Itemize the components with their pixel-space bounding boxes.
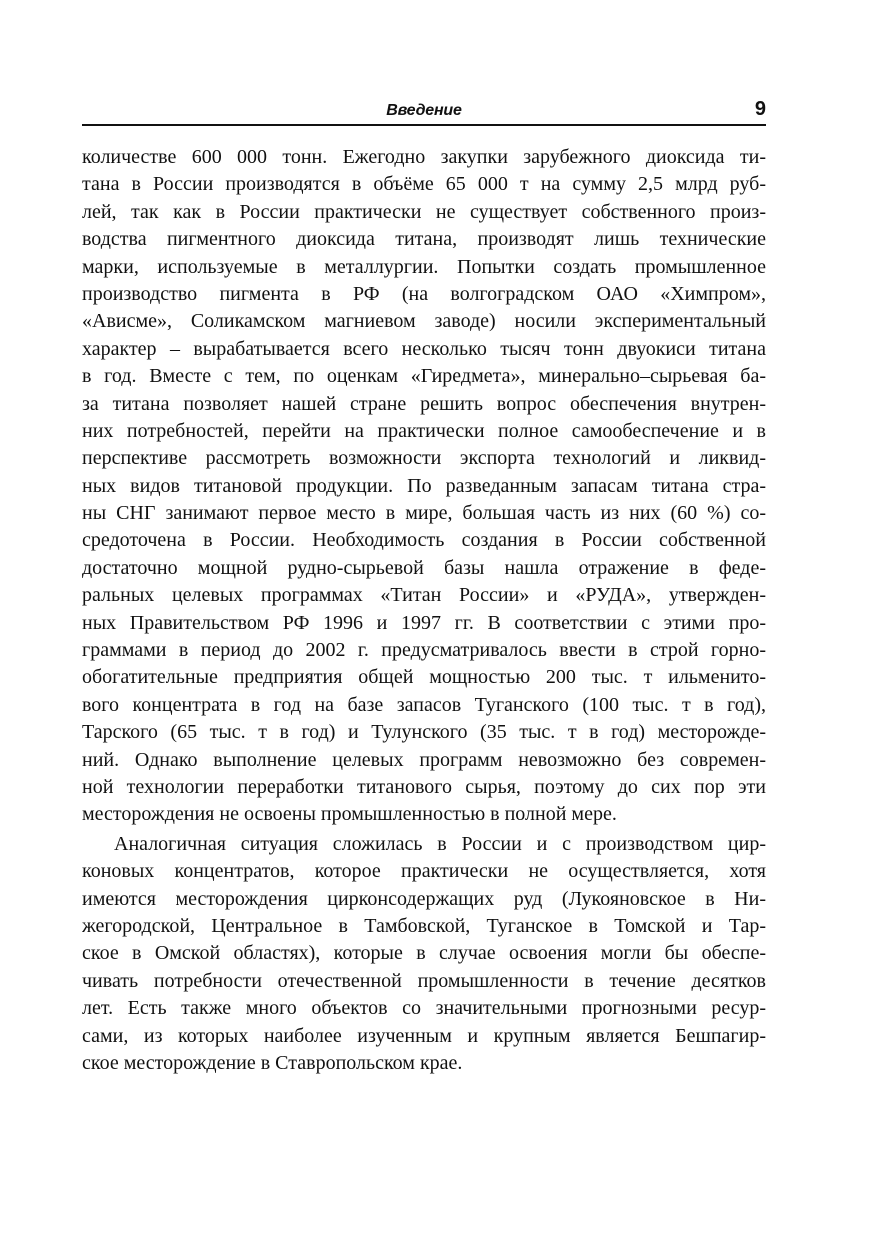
text-line: «Ависме», Соликамском магниевом заводе) носили экспериментальный: [82, 310, 766, 333]
text-line: ных видов титановой продукции. По разведанным запасам титана стра-: [82, 474, 766, 497]
text-line: перспективе рассмотреть возможности экспорта технологий и ликвид-: [82, 447, 766, 470]
text-line: ний. Однако выполнение целевых программ невозможно без современ-: [82, 748, 766, 771]
paragraph-2: [82, 831, 766, 1078]
text-line: жегородской, Центральное в Тамбовской, Туганское в Томской и Тар-: [82, 914, 766, 937]
paragraph-1: [82, 144, 766, 829]
text-line: ское в Омской областях), которые в случае освоения могли бы обеспе-: [82, 942, 766, 965]
text-line: Тарского (65 тыс. т в год) и Тулунского (35 тыс. т в год) месторожде-: [82, 721, 766, 744]
text-line: достаточно мощной рудно-сырьевой базы нашла отражение в феде-: [82, 556, 766, 579]
text-line: Аналогичная ситуация сложилась в России и с производством цир-: [114, 832, 766, 855]
text-line: ское месторождение в Ставропольском крае.: [82, 1051, 463, 1074]
text-line: ной технологии переработки титанового сырья, поэтому до сих пор эти: [82, 775, 766, 798]
body-text: [82, 144, 766, 1077]
running-header: [82, 98, 766, 126]
text-line: производство пигмента в РФ (на волгоградском ОАО «Химпром»,: [82, 282, 766, 305]
text-line: в год. Вместе с тем, по оценкам «Гиредмета», минерально–сырьевая ба-: [82, 365, 766, 388]
text-line: вого концентрата в год на базе запасов Туганского (100 тыс. т в год),: [82, 693, 766, 716]
text-line: характер – вырабатывается всего несколько тысяч тонн двуокиси титана: [82, 337, 766, 360]
text-line: обогатительные предприятия общей мощностью 200 тыс. т ильменито-: [82, 666, 766, 689]
book-page: [82, 98, 766, 1077]
text-line: количестве 600 000 тонн. Ежегодно закупки зарубежного диоксида ти-: [82, 146, 766, 168]
text-line: месторождения не освоены промышленностью в полной мере.: [82, 803, 617, 826]
text-line: средоточена в России. Необходимость создания в России собственной: [82, 529, 766, 552]
text-line: лей, так как в России практически не существует собственного произ-: [82, 200, 766, 223]
text-line: водства пигментного диоксида титана, производят лишь технические: [82, 228, 766, 251]
running-title: Введение: [386, 102, 462, 119]
text-line: коновых концентратов, которое практически не осуществляется, хотя: [82, 860, 766, 883]
text-line: граммами в период до 2002 г. предусматривалось ввести в строй горно-: [82, 639, 766, 662]
text-line: чивать потребности отечественной промышленности в течение десятков: [82, 969, 766, 992]
text-line: ны СНГ занимают первое место в мире, большая часть из них (60 %) со-: [82, 502, 766, 525]
text-line: ных Правительством РФ 1996 и 1997 гг. В соответствии с этими про-: [82, 611, 766, 634]
text-line: тана в России производятся в объёме 65 000 т на сумму 2,5 млрд руб-: [82, 173, 766, 196]
text-line: ральных целевых программах «Титан России» и «РУДА», утвержден-: [82, 584, 766, 607]
text-line: за титана позволяет нашей стране решить вопрос обеспечения внутрен-: [82, 392, 766, 415]
page-number: 9: [754, 98, 766, 120]
text-line: имеются месторождения цирконсодержащих руд (Лукояновское в Ни-: [82, 887, 766, 910]
text-line: сами, из которых наиболее изученным и крупным является Бешпагир-: [82, 1024, 766, 1047]
text-line: них потребностей, перейти на практически полное самообеспечение и в: [82, 419, 766, 442]
text-line: марки, используемые в металлургии. Попытки создать промышленное: [82, 255, 766, 278]
text-line: лет. Есть также много объектов со значительными прогнозными ресур-: [82, 997, 766, 1020]
